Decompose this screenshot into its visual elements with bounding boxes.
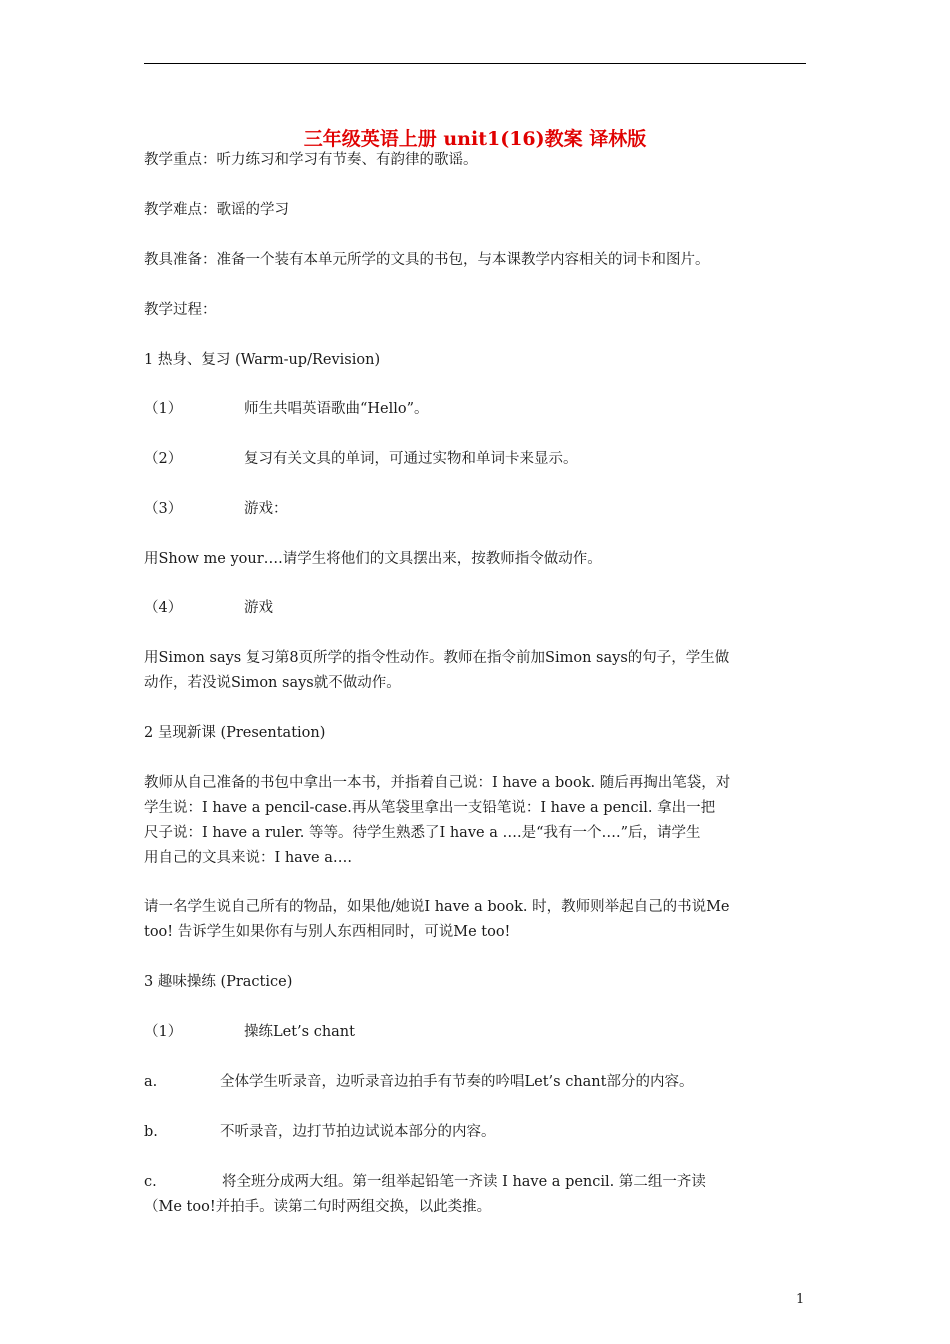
presentation-p1-line-1: 教师从自己准备的书包中拿出一本书，并指着自己说：I have a book. 随后再掏出笔袋，对: [144, 775, 731, 791]
step-c-label: c.: [144, 1174, 157, 1190]
page-number: 1: [796, 1292, 805, 1307]
teaching-aids: 教具准备：准备一个装有本单元所学的文具的书包，与本课教学内容相关的词卡和图片。: [144, 252, 710, 268]
item-1-1-text: 师生共唱英语歌曲“Hello”。: [244, 401, 429, 417]
presentation-p1-line-4: 用自己的文具来说：I have a….: [144, 850, 352, 866]
step-a-label: a.: [144, 1074, 158, 1090]
section-2-heading: 2 呈现新课 (Presentation): [144, 725, 326, 741]
presentation-p2-line-1: 请一名学生说自己所有的物品，如果他/她说I have a book. 时，教师则举起自己的书说Me: [144, 899, 730, 915]
step-a-text: 全体学生听录音，边听录音边拍手有节奏的吟唱Let’s chant部分的内容。: [220, 1074, 694, 1090]
step-c-text: 将全班分成两大组。第一组举起铅笔一齐读 I have a pencil. 第二组一齐读: [222, 1174, 706, 1190]
presentation-p1-line-3: 尺子说：I have a ruler. 等等。待学生熟悉了I have a ….是“我有一个….”后，请学生: [144, 825, 701, 841]
item-3-1-number: （1）: [144, 1024, 183, 1040]
section-1-heading: 1 热身、复习 (Warm-up/Revision): [144, 352, 381, 368]
item-1-4-text: 游戏: [244, 600, 273, 616]
item-1-3-number: （3）: [144, 501, 183, 517]
teaching-focus: 教学重点：听力练习和学习有节奏、有韵律的歌谣。: [144, 152, 478, 168]
presentation-p2-line-2: too! 告诉学生如果你有与别人东西相同时，可说Me too!: [144, 924, 511, 940]
item-1-2-number: （2）: [144, 451, 183, 467]
show-me-game: 用Show me your….请学生将他们的文具摆出来，按教师指令做动作。: [144, 551, 602, 567]
simon-says-line-1: 用Simon says 复习第8页所学的指令性动作。教师在指令前加Simon says的句子，学生做: [144, 650, 730, 666]
step-c-text-continued: （Me too!并拍手。读第二句时两组交换，以此类推。: [144, 1199, 492, 1215]
header-rule: [144, 63, 806, 64]
simon-says-line-2: 动作，若没说Simon says就不做动作。: [144, 675, 401, 691]
item-1-2-text: 复习有关文具的单词，可通过实物和单词卡来显示。: [244, 451, 578, 467]
item-3-1-text: 操练Let’s chant: [244, 1024, 355, 1040]
section-3-heading: 3 趣味操练 (Practice): [144, 974, 293, 990]
step-b-label: b.: [144, 1124, 158, 1140]
presentation-p1-line-2: 学生说：I have a pencil-case.再从笔袋里拿出一支铅笔说：I have a pencil. 拿出一把: [144, 800, 716, 816]
teaching-process-heading: 教学过程：: [144, 302, 217, 318]
item-1-3-text: 游戏：: [244, 501, 288, 517]
step-b-text: 不听录音，边打节拍边试说本部分的内容。: [220, 1124, 496, 1140]
item-1-1-number: （1）: [144, 401, 183, 417]
teaching-difficulty: 教学难点：歌谣的学习: [144, 202, 289, 218]
item-1-4-number: （4）: [144, 600, 183, 616]
document-title: 三年级英语上册 unit1(16)教案 译林版: [303, 128, 647, 150]
